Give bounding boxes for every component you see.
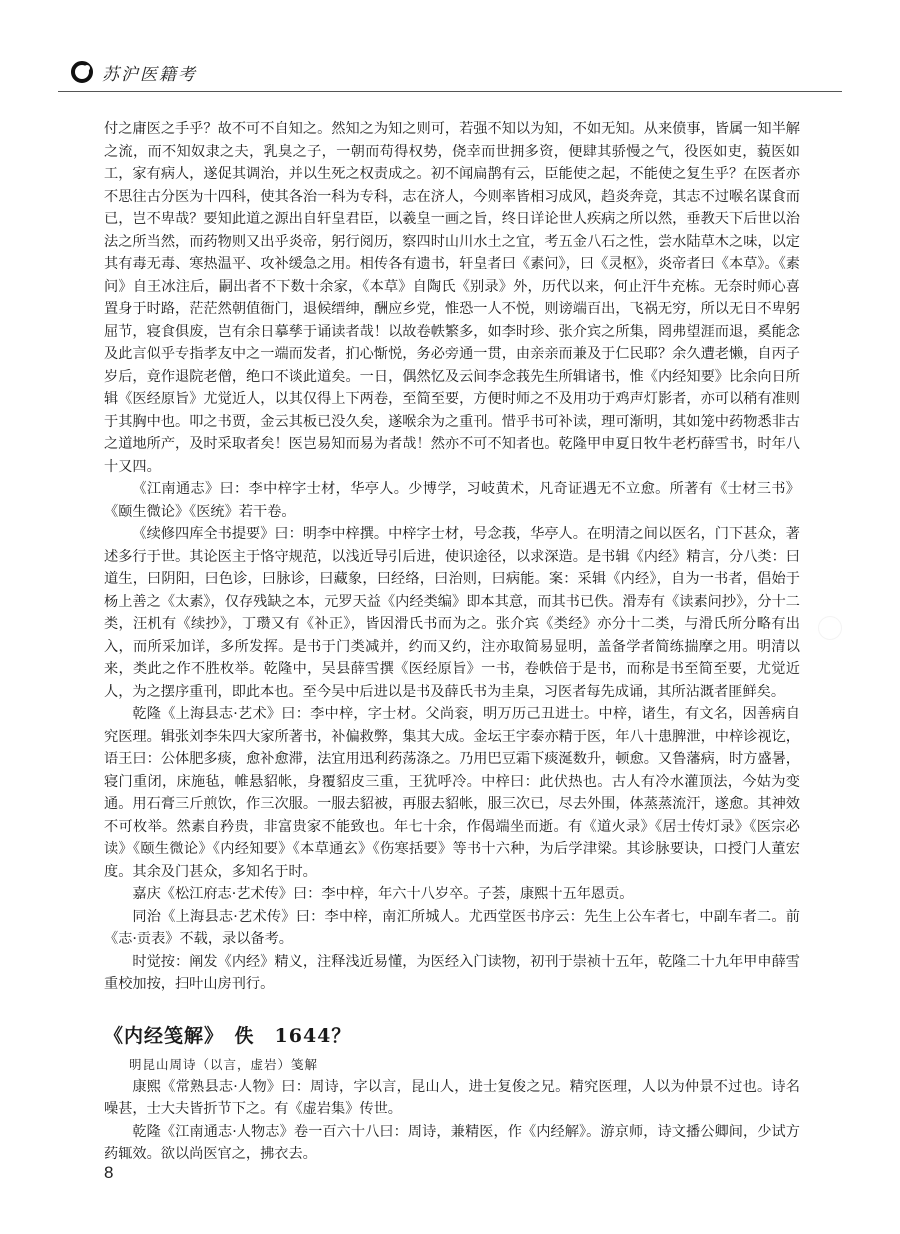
running-title: 苏沪医籍考 — [102, 65, 197, 85]
page-number: 8 — [104, 1163, 114, 1182]
body-paragraph: 嘉庆《松江府志·艺术传》曰：李中梓，年六十八岁卒。子荟，康熙十五年恩贡。 — [132, 886, 634, 902]
body-paragraph: 《江南通志》曰：李中梓字士材，华亭人。少博学，习岐黄术，凡奇证遇无不立愈。所著有《士材三书》《颐生微论》《医统》若干卷。 — [104, 481, 800, 520]
body-paragraph: 同治《上海县志·艺术传》曰：李中梓，南汇所城人。尤西堂医书序云：先生上公车者七，中副车者二。前《志·贡表》不载，录以备考。 — [104, 908, 800, 947]
body-paragraph: 时觉按：阐发《内经》精义，注释浅近易懂，为医经入门读物，初刊于崇祯十五年，乾隆二十九年甲申薛雪重校加按，扫叶山房刊行。 — [104, 953, 800, 992]
body-paragraph: 付之庸医之手乎？故不可不自知之。然知之为知之则可，若强不知以为知，不如无知。从来偾事，皆属一知半解之流，而不知奴隶之夫，乳臭之子，一朝而苟得权势，侥幸而世拥多资，便肆其骄慢之气，役医如吏，藐医如工，家有病人，遂促其调治，并以生死之权责成之。初不闻扁鹊有云，臣能使之起，不能使之复生乎？在医者亦不思往古分医为十四科，使其各治一科为专科，志在济人，今则率皆相习成风，趋炎奔竞，其志不过喉名谋食而已，岂不卑哉？要知此道之源出自轩皇君臣，以羲皇一画之旨，终日详论世人疾病之所以然，垂教天下后世以治法之所当然，而药物则又出乎炎帝，躬行阅历，察四时山川水土之宜，考五金八石之性，尝水陆草木之味，以定其有毒无毒、寒热温平、攻补缓急之用。相传各有遗书，轩皇者曰《素问》，曰《灵枢》，炎帝者曰《本草》。《素问》自王冰注后，嗣出者不下数十余家，《本草》自陶氏《别录》外，历代以来，何止汗牛充栋。无奈时师心喜置身于时路，茫茫然朝值衙门，退候缙绅，酬应乡党，惟恐一人不悦，则谤端百出，飞祸无穷，所以无日不卑躬屈节，寝食俱废，岂有余日摹孳于诵读者哉！以故卷帙繁多，如李时珍、张介宾之所集，罔弗望涯而退，奚能念及此言似乎专指孝友中之一端而发者，扪心惭悦，务必旁通一贯，由亲亲而兼及于仁民耶？余久遭老懒，自丙子岁后，竟作退院老僧，绝口不谈此道矣。一日，偶然忆及云间李念莪先生所辑诸书，惟《内经知要》比余向日所辑《医经原旨》尤觉近人，以其仅得上下两卷，至简至要，方便时师之不及用功于鸡声灯影者，亦可以稍有准则于其胸中也。叩之书贾，金云其板已没久矣，遂喉余为之重刊。惜乎书可补读，理可渐明，其如笼中药物悉非古之道地所产，及时采取者矣！医岂易知而易为者哉！然亦不可不知者也。乾隆甲申夏日牧牛老朽薛雪书，时年八十又四。 — [104, 121, 800, 475]
entry-paragraph: 乾隆《江南通志·人物志》卷一百六十八曰：周诗，兼精医，作《内经解》。游京师，诗文播公卿间，少试方药辄效。欲以尚医官之，拂衣去。 — [104, 1123, 800, 1162]
body-paragraph: 乾隆《上海县志·艺术》曰：李中梓，字士材。父尚衮，明万历己丑进士。中梓，诸生，有文名，因善病自究医理。辑张刘李朱四大家所著书，补偏救弊，集其大成。金坛王宇泰亦精于医，年八十患脾泄，中梓诊视讫，语王曰：公体肥多痰，愈补愈滞，法宜用迅利药荡涤之。乃用巴豆霜下痰涎数升，顿愈。又鲁藩病，时方盛暑，寝门重闭，床施毡，帷悬貂帐，身覆貂皮三重，王犹呼冷。中梓曰：此伏热也。古人有冷水灌顶法，今姑为变通。用石膏三斤煎饮，作三次服。一服去貂被，再服去貂帐，服三次已，尽去外围，体蒸蒸流汗，遂愈。其神效不可枚举。然素自矜贵，非富贵家不能致也。年七十余，作偈端坐而逝。有《道火录》《居士传灯录》《医宗必读》《颐生微论》《内经知要》《本草通玄》《伤寒括要》等书十六种，为后学津梁。其诊脉要诀，口授门人董宏度。其余及门甚众，多知名于时。 — [104, 706, 800, 880]
running-header — [58, 54, 842, 94]
entry-paragraph: 康熙《常熟县志·人物》曰：周诗，字以言，昆山人，进士复俊之兄。精究医理，人以为仲景不过也。诗名噪甚，士大夫皆折节下之。有《虚岩集》传世。 — [104, 1078, 800, 1117]
page-body — [104, 118, 800, 1166]
entry-heading: 《内经笺解》 佚 1644？ — [104, 1024, 352, 1047]
body-paragraph: 《续修四库全书提要》曰：明李中梓撰。中梓字士材，号念莪，华亭人。在明清之间以医名，门下甚众，著述多行于世。其论医主于恪守规范，以浅近导引后进，使识途径，以求深造。是书辑《内经》精言，分八类：曰道生，曰阴阳，曰色诊，曰脉诊，曰藏象，曰经络，曰治则，曰病能。案：采辑《内经》，自为一书者，倡始于杨上善之《太素》，仅存残缺之本，元罗天益《内经类编》即本其意，而其书已佚。滑寿有《读素问抄》，分十二类，汪机有《续抄》，丁瓒又有《补正》，皆因滑氏书而为之。张介宾《类经》亦分十二类，与滑氏所分略有出入，而所采加详，多所发挥。是书于门类减并，约而又约，注亦取简易显明，盖备学者简练揣摩之用。明清以来，类此之作不胜枚举。乾隆中，吴县薛雪撰《医经原旨》一书，卷帙倍于是书，而称是书至简至要，尤觉近人，为之摆序重刊，即此本也。至今吴中后进以是书及薛氏书为圭臬，习医者每先成诵，其所沾溉者匪鲜矣。 — [104, 526, 800, 700]
header-rule — [58, 91, 842, 92]
entry-author-line: 明昆山周诗（以言，虚岩）笺解 — [129, 1056, 319, 1072]
margin-stamp — [818, 616, 842, 640]
book-logo-icon — [70, 60, 94, 84]
